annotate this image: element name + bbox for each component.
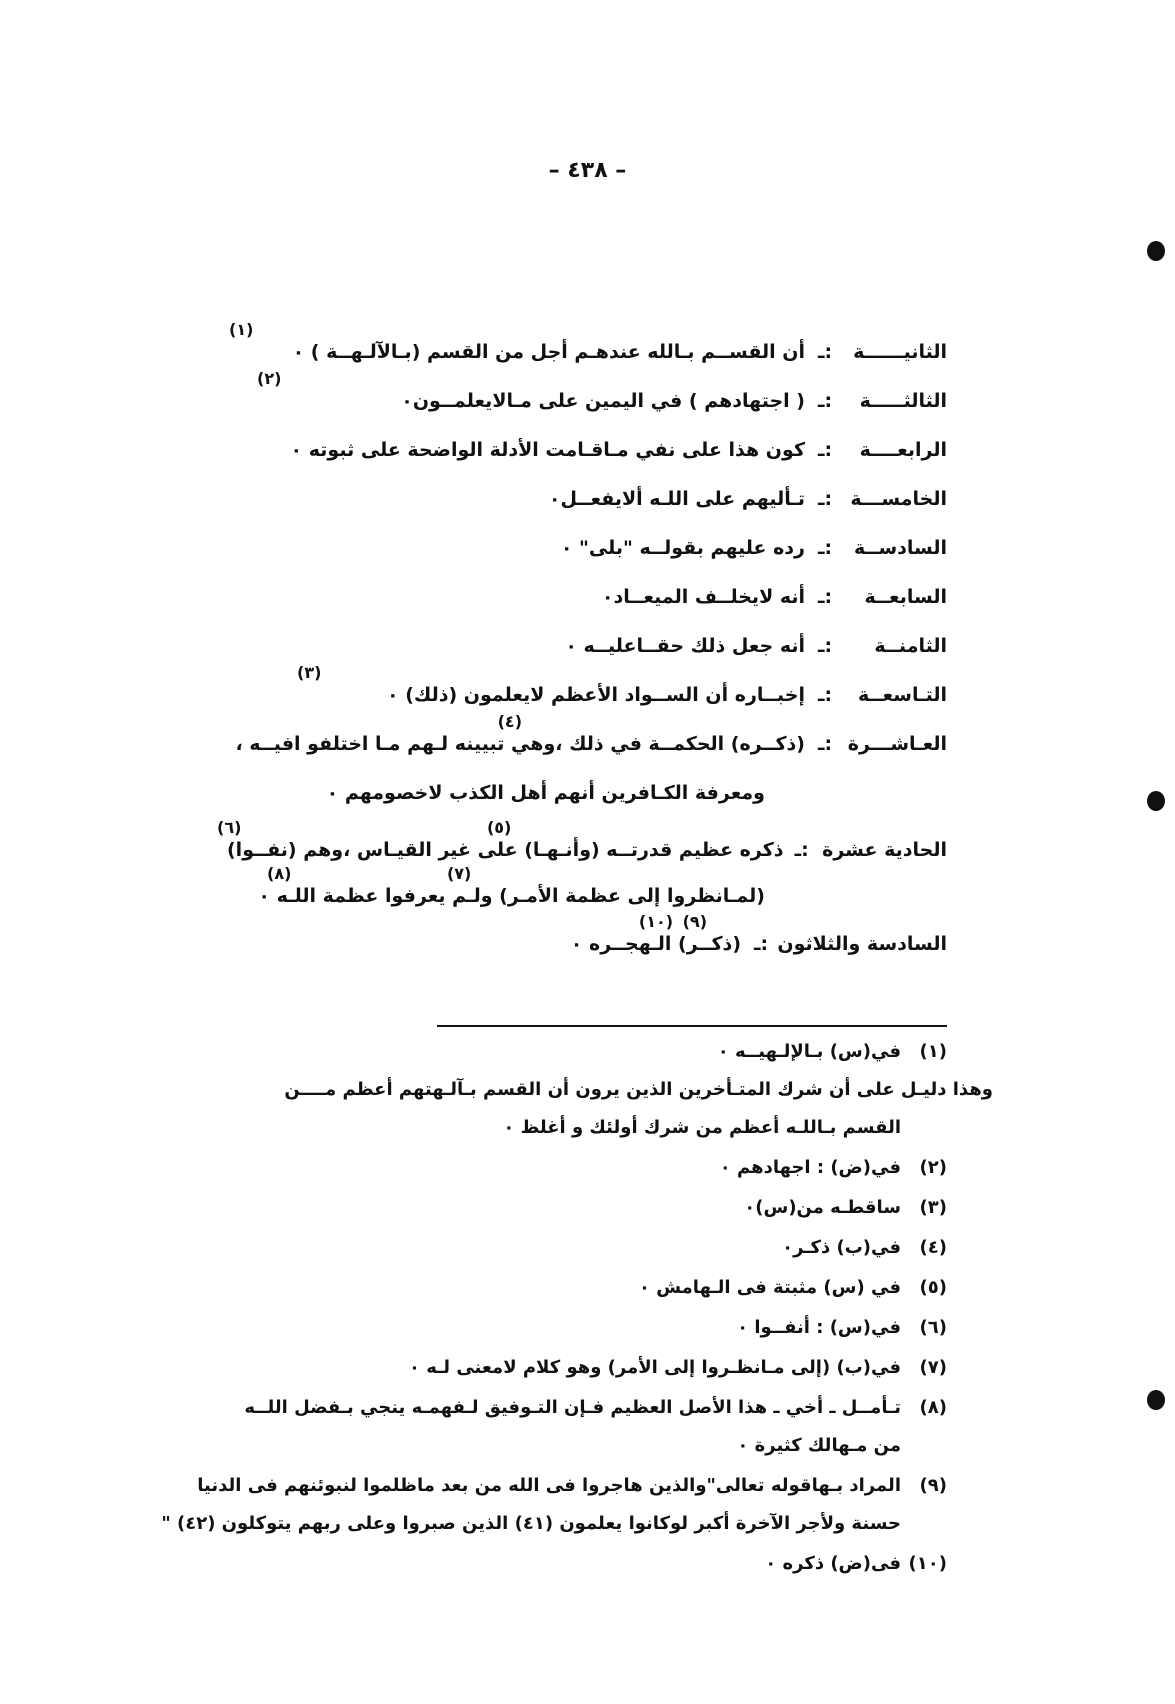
footnote-mark: (٢) — [257, 369, 282, 388]
footnote: (٦)في(س) : أنفــوا ٠ — [737, 1317, 947, 1338]
list-item: السابعــة :ـ أنه لايخلــف الميعــاد٠ — [601, 586, 947, 608]
footnote-divider — [437, 1025, 947, 1027]
binding-hole-mark — [1147, 241, 1165, 261]
footnote: (٥)في (س) مثبتة فى الـهامش ٠ — [638, 1277, 947, 1298]
list-item: الثانيــــــة :ـ أن القســم بـالله عندهـم أجل من القسم (بـالآلـهــة ) ٠ (١) — [229, 320, 947, 363]
footnote-mark: (٤) — [497, 712, 522, 731]
footnote: (٨)تـأمــل ـ أخي ـ هذا الأصل العظيم فـإن التـوفيق لـفهمـه ينجي بـفضل اللــه من مـهالك كثيرة ٠ — [244, 1397, 947, 1456]
binding-hole-mark — [1147, 791, 1165, 811]
list-item: الخامســـة :ـ تـأليهم على اللـه ألايفعــل٠ — [548, 488, 947, 510]
list-item: الثامنــة :ـ أنه جعل ذلك حقــاعليــه ٠ — [565, 635, 947, 657]
footnote-mark: (١) — [229, 320, 254, 339]
list-item: الثالثـــــة :ـ ( اجتهادهم ) في اليمين على مـالايعلمــون٠ (٢) — [257, 369, 947, 412]
footnote-mark: (٣) — [297, 663, 322, 682]
list-item: الرابعــــة :ـ كون هذا على نفي مـاقـامت الأدلة الواضحة على ثبوته ٠ — [290, 439, 947, 461]
footnote: (٩)المراد بـهاقوله تعالى"والذين هاجروا فى الله من بعد ماظلموا لنبوئنهم فى الدنيا حسنة ولأجر الآخرة أكبر لوكانوا يعلمون (٤١) الذين صبروا وعلى ربهم يتوكلون (٤٢) " — [161, 1475, 947, 1534]
page-number: – ٤٣٨ – — [548, 158, 627, 183]
list-item-continuation: (لمـانظروا إلى عظمة الأمـر) ولـم يعرفوا عظمة اللـه ٠ (٧) (٨) — [258, 864, 765, 907]
list-item-continuation: ومعرفة الكـافرين أنهم أهل الكذب لاخصومهم ٠ — [326, 782, 765, 804]
footnote: (٢)في(ض) : اجهادهم ٠ — [719, 1157, 947, 1178]
list-item: التـاسعــة :ـ إخبــاره أن الســواد الأعظم لايعلمون (ذلك) ٠ (٣) — [297, 663, 947, 706]
main-text — [217, 320, 947, 978]
footnote: (١)في(س) بـالإلـهيــه ٠ وهذا دليـل على أن شرك المتـأخرين الذين يرون أن القسم بـآلـهتهم أعظم مــــن القسم بـاللـه أعظم من شرك أولئك و أغلظ ٠ — [284, 1041, 993, 1138]
list-item: السادســة :ـ رده عليهم بقولــه "بلى" ٠ — [560, 537, 947, 559]
footnotes — [107, 1040, 993, 1592]
footnote-mark: (٥) (٦) — [217, 818, 512, 837]
footnote-mark: (٩) (١٠) — [638, 912, 707, 931]
list-item: العـاشـــرة :ـ (ذكــره) الحكمــة في ذلك ،وهي تبيينه لـهم مـا اختلفو افيــه ، (٤) — [235, 712, 947, 755]
footnote: (٧)في(ب) (إلى مـانظـروا إلى الأمر) وهو كلام لامعنى لـه ٠ — [408, 1357, 947, 1378]
list-item: الحادية عشرة :ـ ذكره عظيم قدرتــه (وأنـهـا) على غير القيـاس ،وهم (نفــوا) (٥) (٦) — [217, 818, 947, 861]
footnote-mark: (٧) (٨) — [267, 864, 472, 883]
footnote: (٤)في(ب) ذكـر٠ — [782, 1237, 947, 1258]
list-item: السادسة والثلاثون :ـ (ذكــر) الـهجــره ٠ (٩) (١٠) — [570, 912, 947, 955]
footnote: (٣)ساقطـه من(س)٠ — [744, 1197, 947, 1218]
binding-hole-mark — [1147, 1390, 1165, 1410]
footnote: (١٠)فى(ض) ذكره ٠ — [765, 1553, 947, 1574]
